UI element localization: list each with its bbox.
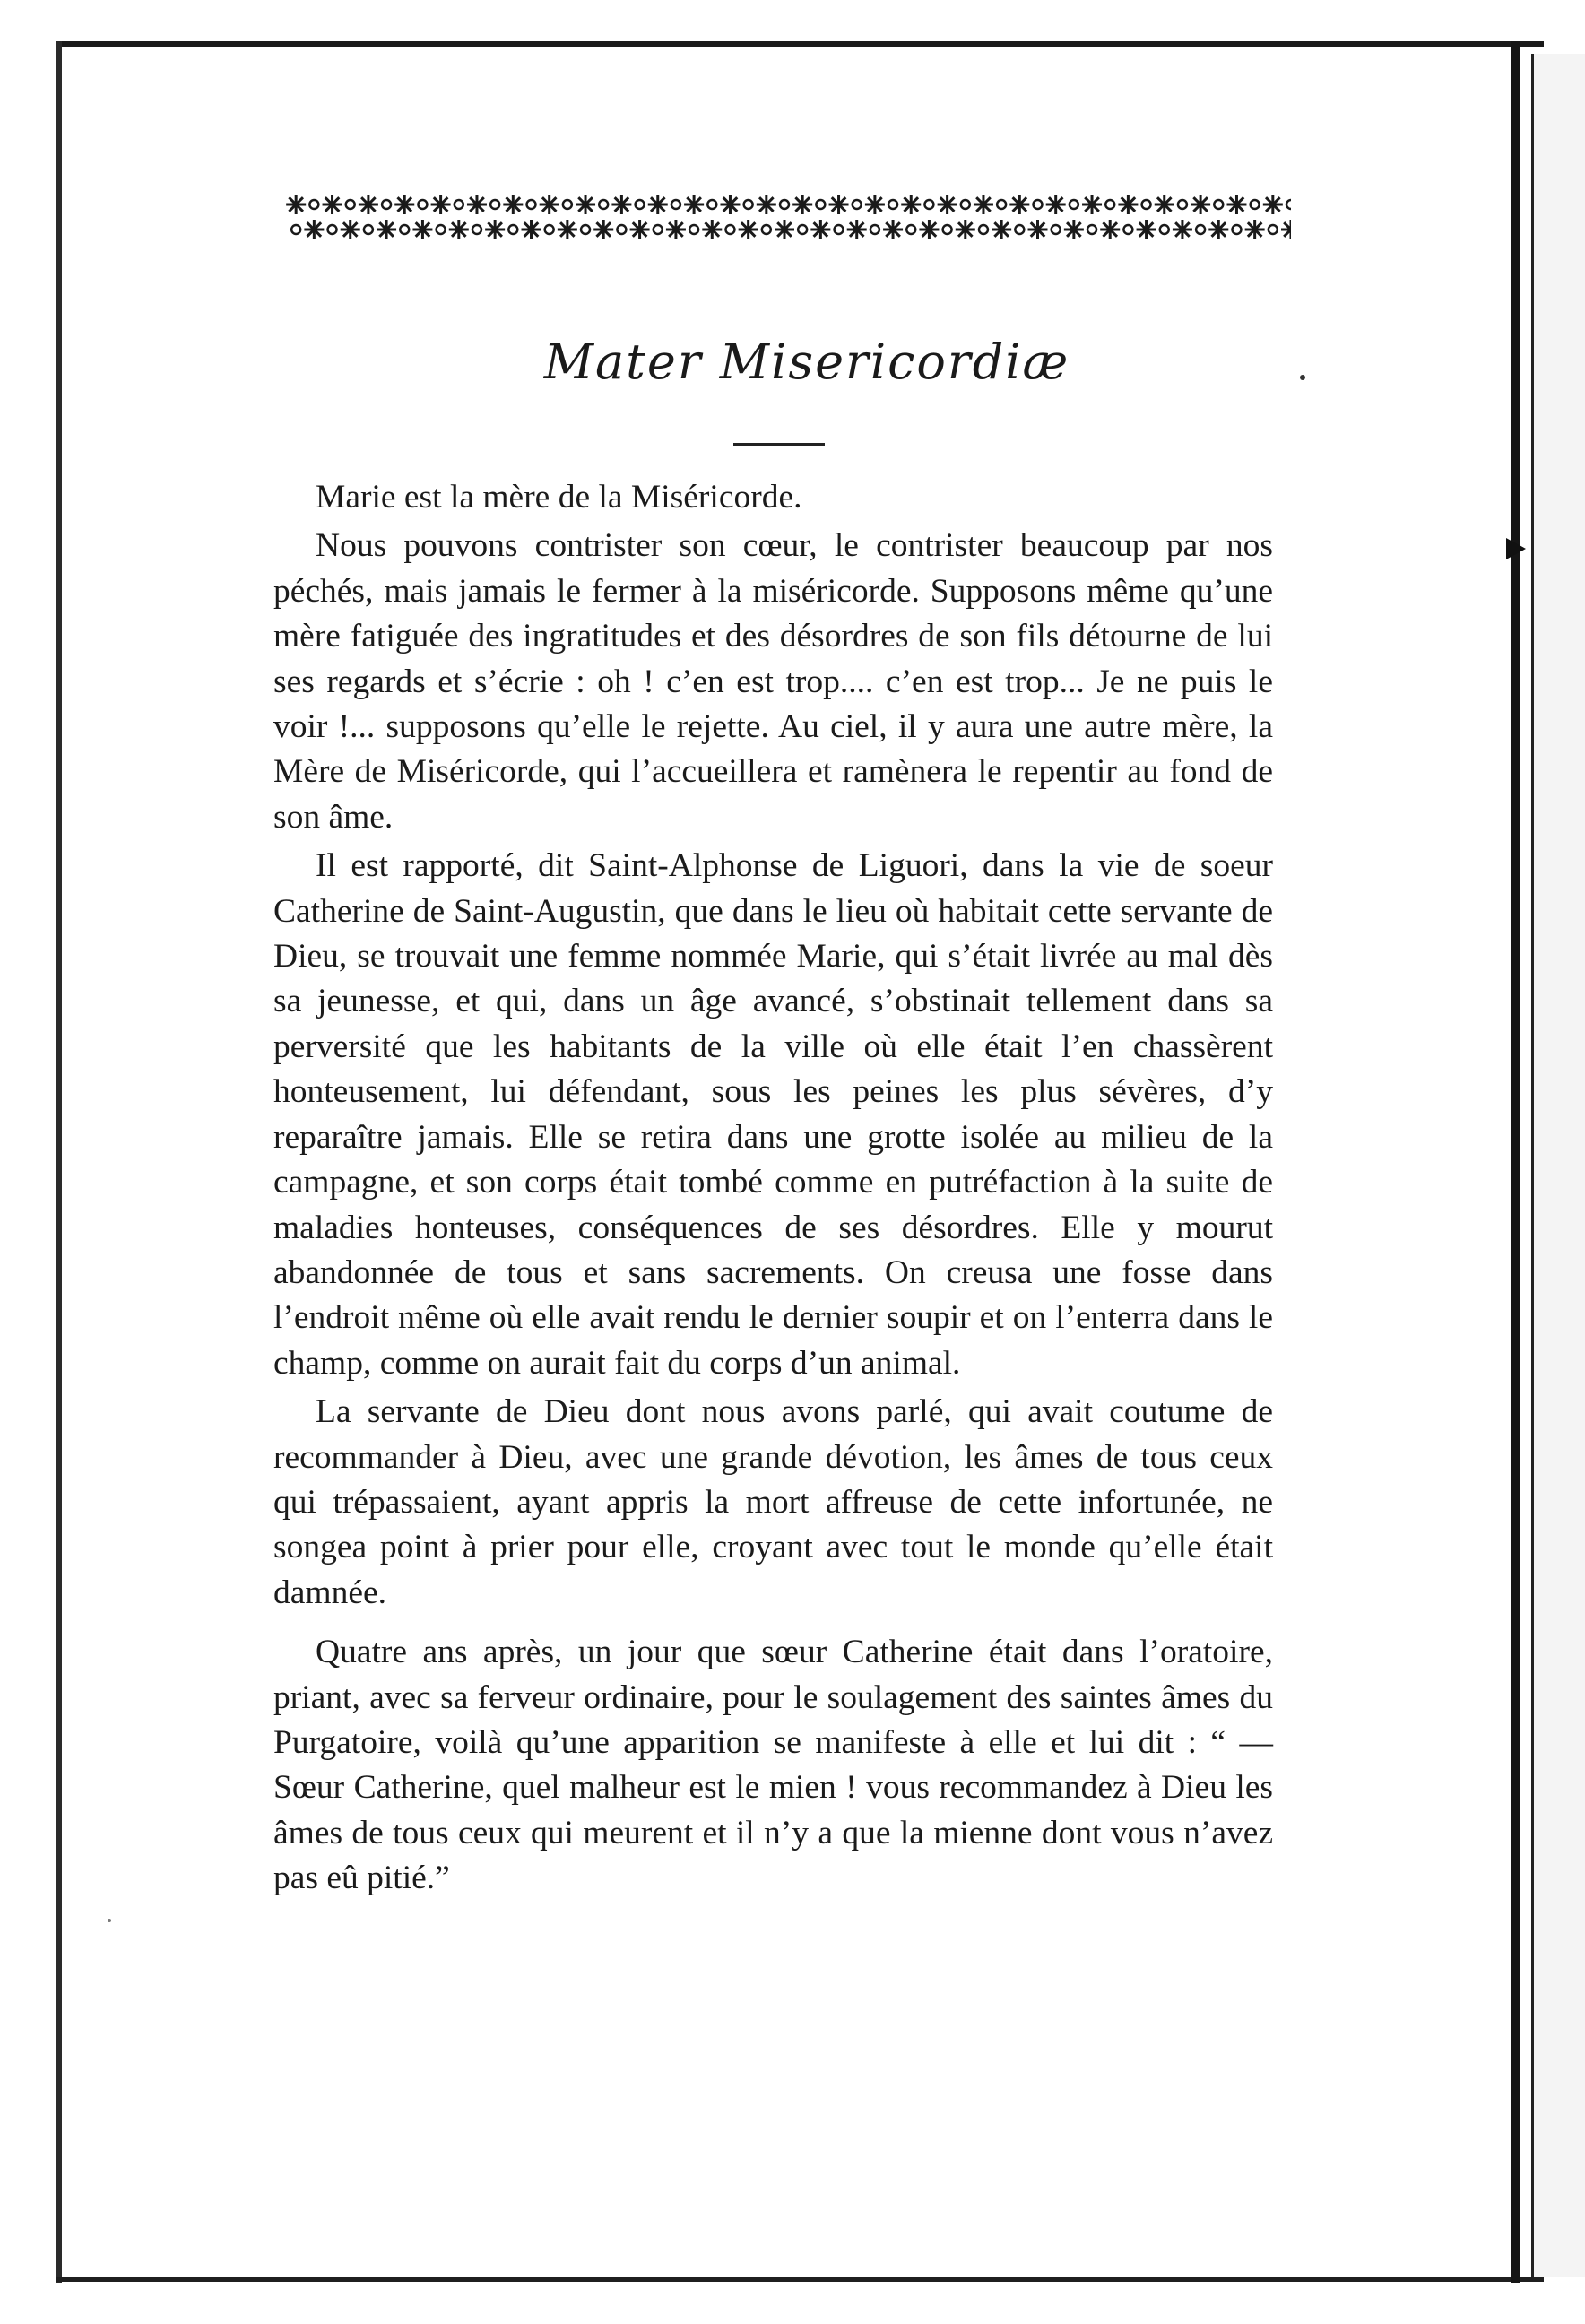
ornament-ring	[798, 225, 807, 234]
ornament-ring	[328, 225, 337, 234]
ornament-star	[377, 220, 396, 239]
ornament-ring	[906, 225, 915, 234]
stray-mark-2	[108, 1919, 111, 1922]
ornament-ring	[961, 200, 970, 209]
ornament-star	[974, 195, 993, 214]
ornament-star	[1245, 220, 1265, 239]
ornament-ring	[309, 200, 318, 209]
ornament-ring	[1178, 200, 1187, 209]
ornament-ring	[599, 200, 608, 209]
ornament-ring	[1269, 225, 1278, 234]
scan-frame-left	[56, 41, 62, 2283]
ornament-star	[1064, 220, 1084, 239]
ornament-star	[847, 220, 867, 239]
ornament-star	[522, 220, 541, 239]
ornament-ring	[870, 225, 879, 234]
ornament-ring	[654, 225, 663, 234]
ornament-star	[1263, 195, 1283, 214]
ornament-star	[666, 220, 686, 239]
ornament-star	[540, 195, 559, 214]
ornament-star	[1137, 220, 1156, 239]
ornament-ring	[527, 200, 536, 209]
ornament-star	[394, 195, 414, 214]
ornament-star	[449, 220, 469, 239]
ornament-ring	[1251, 200, 1260, 209]
ornament-star	[1100, 220, 1120, 239]
ornament-star	[919, 220, 939, 239]
ornament-star	[323, 195, 342, 214]
ornament-ring	[744, 200, 753, 209]
ornament-ring	[490, 200, 499, 209]
ornament-star	[1191, 195, 1210, 214]
ornament-ring	[853, 200, 862, 209]
ornament-star	[485, 220, 505, 239]
ornament-ring	[888, 200, 897, 209]
ornament-star	[883, 220, 903, 239]
ornament-ring	[472, 225, 481, 234]
ornament-star	[1028, 220, 1048, 239]
ornament-star	[648, 195, 668, 214]
ornament-ring	[1142, 200, 1151, 209]
paragraph-4: La servante de Dieu dont nous avons parlé, qui avait coutume de recommander à Dieu, avec une grande dévotion, les âmes de tous ceux qui trépassaient, ayant appris la mort affreuse de cette infortunée, ne songea point à prier pour elle, croyant avec tout le monde qu’elle était damnée.	[273, 1393, 1273, 1611]
ornament-ring	[617, 225, 626, 234]
ornament-star	[359, 195, 378, 214]
ornament-star	[1281, 220, 1291, 239]
title-rule	[733, 443, 825, 446]
ornament-ring	[1196, 225, 1205, 234]
ornament-ring	[780, 200, 789, 209]
paragraph-2: Nous pouvons contrister son cœur, le contrister beaucoup par nos péchés, mais jamais le fermer à la miséricorde. Supposons même qu’une mère fatiguée des ingratitudes et des désordres de son fils détourne de lui ses regards et s’écrie : oh ! c’en est trop.... c’en est trop... Je ne puis le voir !... supposons qu’elle le rejette. Au ciel, il y aura une autre mère, la Mère de Miséricorde, qui l’accueillera et ramènera le repentir au fond de son âme.	[273, 527, 1273, 836]
page-title: Mater Misericordiæ	[543, 334, 1070, 390]
ornament-star	[1155, 195, 1174, 214]
ornament-ring	[924, 200, 933, 209]
ornament-ring	[1232, 225, 1241, 234]
ornament-ring	[671, 200, 680, 209]
ornament-ring	[1123, 225, 1132, 234]
ornament-star	[503, 195, 523, 214]
ornament-star	[992, 220, 1011, 239]
ornament-star	[792, 195, 812, 214]
ornament-border	[278, 190, 1291, 244]
ornament-ring	[563, 200, 572, 209]
ornament-star	[611, 195, 631, 214]
ornament-star	[1208, 220, 1228, 239]
ornament-ring	[636, 200, 645, 209]
paragraph-3: Il est rapporté, dit Saint-Alphonse de Liguori, dans la vie de soeur Catherine de Saint-Augustin, que dans le lieu où habitait cette servante de Dieu, se trouvait une femme nommée Marie, qui s’était livrée au mal dès sa jeunesse, et qui, dans un âge avancé, s’obstinait tellement dans sa perversité que les habitants de la ville où elle était l’en chassèrent honteusement, lui défendant, sous les peines les plus sévères, d’y reparaître jamais. Elle se retira dans une grotte isolée au milieu de la campagne, et son corps était tombé comme en putréfaction à la suite de maladies honteuses, conséquences de ses désordres. Elle y mourut abandonnée de tous et sans sacrements. On creusa une fosse dans l’endroit même où elle avait rendu le dernier soupir et on l’enterra dans le champ, comme on aurait fait du corps d’un animal.	[273, 847, 1273, 1382]
ornament-ring	[418, 200, 427, 209]
ornament-star	[467, 195, 487, 214]
ornament-star	[938, 195, 957, 214]
ornament-ring	[1160, 225, 1169, 234]
adjacent-page-edge	[1531, 54, 1585, 2277]
ornament-ring	[1286, 200, 1291, 209]
ornament-star	[865, 195, 885, 214]
ornament-ring	[979, 225, 988, 234]
ornament-star	[829, 195, 849, 214]
ornament-star	[1009, 195, 1029, 214]
ornament-star	[412, 220, 432, 239]
ornament-star	[757, 195, 776, 214]
ornament-ring	[291, 225, 300, 234]
ornament-star	[593, 220, 613, 239]
ornament-star	[956, 220, 975, 239]
ornament-ring	[508, 225, 517, 234]
ornament-ring	[400, 225, 409, 234]
ornament-star	[901, 195, 921, 214]
scan-frame-top	[56, 41, 1544, 47]
ornament-ring	[816, 200, 825, 209]
ornament-star	[1046, 195, 1066, 214]
ornament-star	[1173, 220, 1192, 239]
paragraph-5: Quatre ans après, un jour que sœur Catherine était dans l’oratoire, priant, avec sa ferveur ordinaire, pour le soulagement des saintes âmes du Purgatoire, voilà qu’une apparition se manifeste à elle et lui dit : “ — Sœur Catherine, quel malheur est le mien ! vous recommandez à Dieu les âmes de tous ceux qui meurent et il n’y a que la mienne dont vous n’avez pas eû pitié.”	[273, 1634, 1273, 1897]
ornament-star	[775, 220, 794, 239]
ornament-ring	[762, 225, 771, 234]
ornament-star	[286, 195, 306, 214]
ornament-star	[1082, 195, 1102, 214]
ornament-ring	[689, 225, 698, 234]
ornament-ring	[382, 200, 391, 209]
book-spine-shadow	[1511, 41, 1520, 2283]
scan-frame-bottom	[56, 2277, 1544, 2282]
ornament-ring	[1087, 225, 1096, 234]
ornament-star	[576, 195, 595, 214]
ornament-ring	[1015, 225, 1024, 234]
ornament-ring	[1214, 200, 1223, 209]
ornament-ring	[346, 200, 355, 209]
paragraph-1: Marie est la mère de la Miséricorde.	[316, 479, 802, 516]
ornament-ring	[455, 200, 463, 209]
ornament-ring	[364, 225, 373, 234]
stray-mark	[1300, 375, 1305, 380]
ornament-ring	[545, 225, 554, 234]
ornament-star	[431, 195, 451, 214]
ornament-ring	[835, 225, 844, 234]
ornament-star	[720, 195, 740, 214]
ornament-star	[810, 220, 830, 239]
ornament-ring	[943, 225, 952, 234]
ornament-ring	[997, 200, 1006, 209]
ornament-star	[1118, 195, 1138, 214]
ornament-ring	[437, 225, 446, 234]
ornament-star	[684, 195, 704, 214]
ornament-ring	[1052, 225, 1061, 234]
ornament-ring	[1070, 200, 1078, 209]
ornament-star	[702, 220, 722, 239]
body-text	[273, 475, 1273, 1905]
ornament-star	[341, 220, 360, 239]
ornament-star	[304, 220, 324, 239]
ornament-star	[1226, 195, 1246, 214]
ornament-star	[739, 220, 758, 239]
ornament-ring	[1034, 200, 1043, 209]
ornament-ring	[725, 225, 734, 234]
ornament-ring	[581, 225, 590, 234]
ornament-star	[558, 220, 577, 239]
ornament-ring	[707, 200, 716, 209]
ornament-ring	[1105, 200, 1114, 209]
ornament-star	[630, 220, 650, 239]
